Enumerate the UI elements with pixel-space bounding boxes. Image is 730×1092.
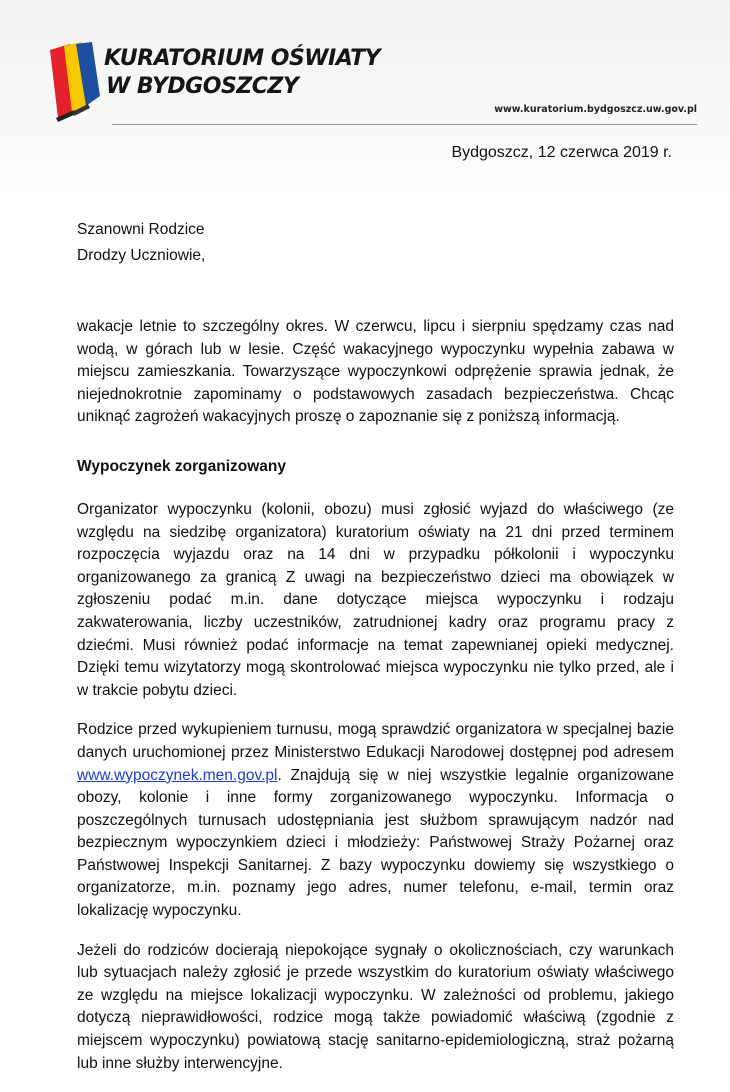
header-divider bbox=[112, 124, 697, 125]
book-logo-icon bbox=[46, 40, 106, 130]
salutation-line1: Szanowni Rodzice bbox=[77, 221, 205, 238]
logo-text-line2: W BYDGOSZCZY bbox=[106, 74, 299, 99]
letter-body bbox=[77, 316, 674, 1092]
paragraph-database bbox=[77, 719, 674, 922]
section-heading: Wypoczynek zorganizowany bbox=[77, 457, 287, 475]
salutation-line2: Drodzy Uczniowie, bbox=[77, 247, 206, 264]
intro-paragraph: wakacje letnie to szczególny okres. W czerwcu, lipcu i sierpniu spędzamy czas nad wodą, w górach lub w lesie. Część wakacyjnego wypoczynku wypełnia zabawa w miejscu zamieszkania. Towarzyszące wypoczynkowi odprężenie sprawia jednak, że niejednokrotnie zapominamy o podstawowych zasadach bezpieczeństwa. Chcąc uniknąć zagrożeń wakacyjnych proszę o zapoznanie się z poniższą informacją. bbox=[77, 318, 674, 426]
logo bbox=[46, 40, 381, 130]
salutation bbox=[77, 217, 205, 269]
paragraph-database-text-start: Rodzice przed wykupieniem turnusu, mogą sprawdzić organizatora w specjalnej bazie danych uruchomionej przez Ministerstwo Edukacji Narodowej dostępnej pod adresem bbox=[77, 721, 674, 761]
website-url: www.kuratorium.bydgoszcz.uw.gov.pl bbox=[494, 104, 697, 115]
paragraph-database-text-end: . Znajdują się w niej wszystkie legalnie organizowane obozy, kolonie i inne formy zorganizowanego wypoczynku. Informacja o poszczególnych turnusach udostępniania jest służbom sprawującym nadzór nad bezpiecznym wypoczynkiem dzieci i młodzieży: Państwowej Straży Pożarnej oraz Państwowej Inspekcji Sanitarnej. Z bazy wypoczynku dowiemy się wszystkiego o organizatorze, m.in. poznamy jego adres, numer telefonu, e-mail, termin oraz lokalizację wypoczynku. bbox=[77, 766, 674, 920]
date-line: Bydgoszcz, 12 czerwca 2019 r. bbox=[451, 144, 672, 161]
wypoczynek-link[interactable]: www.wypoczynek.men.gov.pl bbox=[77, 766, 278, 784]
paragraph-organizer: Organizator wypoczynku (kolonii, obozu) musi zgłosić wyjazd do właściwego (ze względu na siedzibę organizatora) kuratorium oświaty na 21 dni przed terminem rozpoczęcia wyjazdu oraz na 14 dni w przypadku półkolonii i wypoczynku organizowanego za granicą Z uwagi na bezpieczeństwo dzieci ma obowiązek w zgłoszeniu podać m.in. dane dotyczące miejsca wypoczynku i rodzaju zakwaterowania, liczby uczestników, zatrudnionej kadry oraz programu pracy z dziećmi. Musi również podać informacje na temat zapewnianej opieki medycznej. Dzięki temu wizytatorzy mogą skontrolować miejsca wypoczynku nie tylko przed, ale i w trakcie pobytu dzieci. bbox=[77, 500, 674, 699]
paragraph-reporting: Jeżeli do rodziców docierają niepokojące sygnały o okolicznościach, czy warunkach lub sytuacjach należy zgłosić je przede wszystkim do kuratorium oświaty właściwego ze względu na miejsce lokalizacji wypoczynku. W zależności od problemu, jakiego dotyczą nieprawidłowości, rodzice mogą także powiadomić właściwą (zgodnie z miejscem wypoczynku) powiatową stację sanitarno-epidemiologiczną, straż pożarną lub inne służby interwencyjne. bbox=[77, 941, 674, 1072]
logo-text-line1: KURATORIUM OŚWIATY bbox=[104, 46, 381, 71]
